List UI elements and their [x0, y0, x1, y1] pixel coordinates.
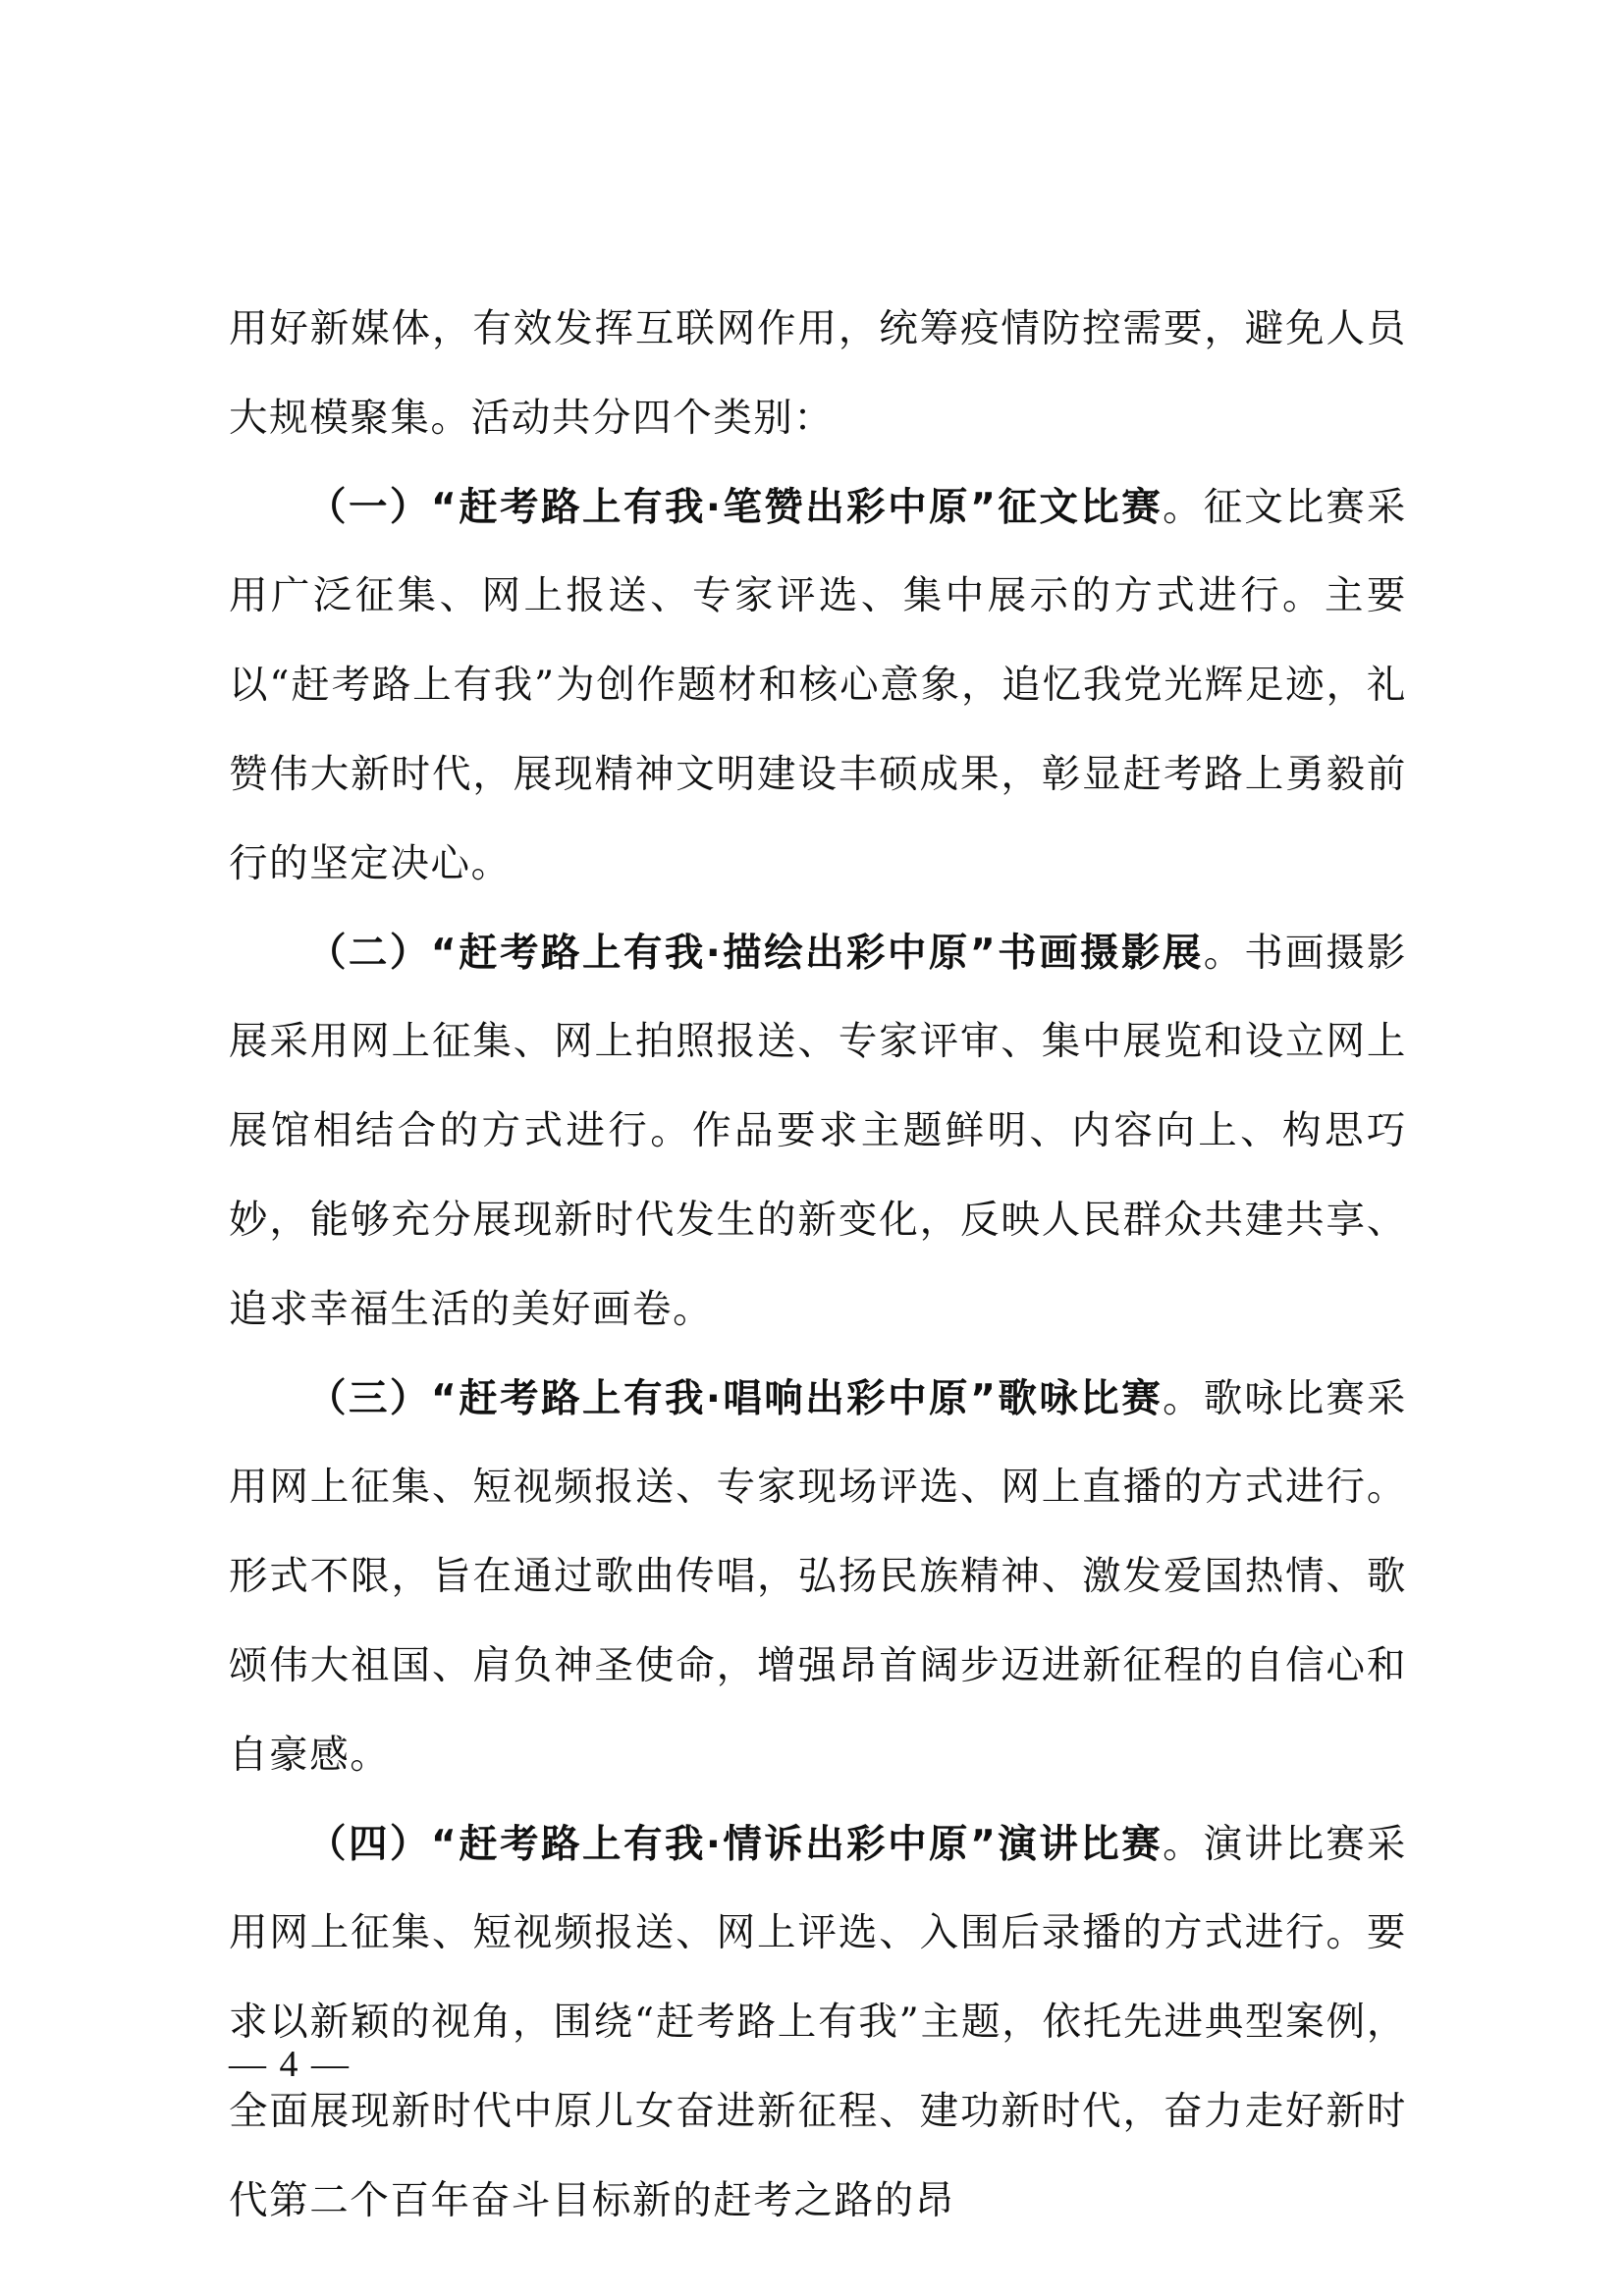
category-4-heading: （四）“赶考路上有我·情诉出彩中原”演讲比赛: [307, 1821, 1164, 1867]
category-3-heading: （三）“赶考路上有我·唱响出彩中原”歌咏比赛: [307, 1375, 1164, 1421]
category-1-heading: （一）“赶考路上有我·笔赞出彩中原”征文比赛: [307, 484, 1164, 530]
paragraph-category-3: [229, 1355, 1407, 1800]
page-number: — 4 —: [229, 2044, 351, 2085]
category-2-heading: （二）“赶考路上有我·描绘出彩中原”书画摄影展: [307, 930, 1204, 976]
paragraph-text: 用好新媒体，有效发挥互联网作用，统筹疫情防控需要，避免人员大规模聚集。活动共分四个类别：: [229, 306, 1407, 441]
paragraph-category-1: [229, 463, 1407, 909]
category-3-text: 。歌咏比赛采用网上征集、短视频报送、专家现场评选、网上直播的方式进行。形式不限，旨在通过歌曲传唱，弘扬民族精神、激发爱国热情、歌颂伟大祖国、肩负神圣使命，增强昂首阔步迈进新征程的自信心和自豪感。: [229, 1375, 1407, 1778]
document-body: [229, 285, 1407, 2246]
category-4-text: 。演讲比赛采用网上征集、短视频报送、网上评选、入围后录播的方式进行。要求以新颖的视角，围绕“赶考路上有我”主题，依托先进典型案例，全面展现新时代中原儿女奋进新征程、建功新时代，奋力走好新时代第二个百年奋斗目标新的赶考之路的昂: [229, 1821, 1407, 2223]
category-1-text: 。征文比赛采用广泛征集、网上报送、专家评选、集中展示的方式进行。主要以“赶考路上有我”为创作题材和核心意象，追忆我党光辉足迹，礼赞伟大新时代，展现精神文明建设丰硕成果，彰显赶考路上勇毅前行的坚定决心。: [229, 484, 1407, 886]
paragraph-category-4: [229, 1800, 1407, 2246]
paragraph-intro-continuation: [229, 285, 1407, 463]
category-2-text: 。书画摄影展采用网上征集、网上拍照报送、专家评审、集中展览和设立网上展馆相结合的方式进行。作品要求主题鲜明、内容向上、构思巧妙，能够充分展现新时代发生的新变化，反映人民群众共建共享、追求幸福生活的美好画卷。: [229, 930, 1407, 1332]
paragraph-category-2: [229, 909, 1407, 1355]
